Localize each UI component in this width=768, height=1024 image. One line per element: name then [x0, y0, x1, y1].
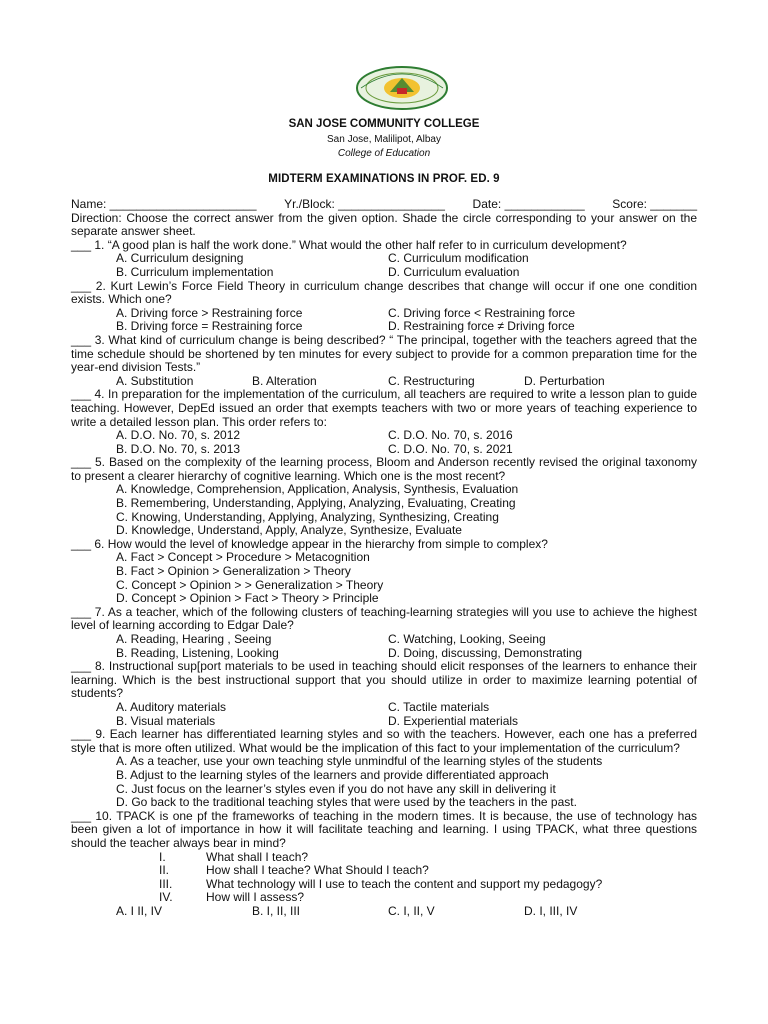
- option: D. Restraining force ≠ Driving force: [388, 319, 575, 334]
- question-4-options: [71, 443, 697, 457]
- option: C. I, II, V: [388, 903, 435, 918]
- date-field[interactable]: Date: ____________: [472, 197, 585, 211]
- question-1-options: [71, 266, 697, 280]
- college-address: San Jose, Malilipot, Albay: [327, 134, 441, 145]
- option: C. Restructuring: [388, 373, 475, 388]
- question-1-stem: ___ 1. “A good plan is half the work done.” What would the other half refer to in curriculum development?: [71, 237, 627, 252]
- option: C. Just focus on the learner’s styles even if you do not have any skill in delivering it: [116, 781, 556, 796]
- option: A. Curriculum designing: [116, 251, 244, 266]
- roman-text: What technology will I use to teach the content and support my pedagogy?: [206, 876, 603, 891]
- option: B. Alteration: [252, 373, 317, 388]
- question-5-stem: ___ 5. Based on the complexity of the learning process, Bloom and Anderson recently revised the original taxonomy to present a clearer hierarchy of cognitive learning. Which one is the most recent?: [71, 455, 697, 483]
- question-7-stem: ___ 7. As a teacher, which of the following clusters of teaching-learning strategies will you use to achieve the highest level of learning according to Edgar Dale?: [71, 604, 697, 633]
- question-2-stem: ___ 2. Kurt Lewin’s Force Field Theory in curriculum change describes that change will occur if one one condition exists. Which one?: [71, 278, 697, 307]
- question-10-stem: ___ 10. TPACK is one pf the frameworks of teaching in the modern times. It is because, the use of technology has been given a lot of importance in how it will facilitate teaching and learning. I using TPACK, what three questions should the teacher always bear in mind?: [71, 808, 697, 850]
- option: A. Knowledge, Comprehension, Application, Analysis, Synthesis, Evaluation: [116, 482, 519, 497]
- question-2-options: [71, 320, 697, 334]
- option: C. Tactile materials: [388, 699, 490, 714]
- option: B. Reading, Listening, Looking: [116, 645, 279, 660]
- question-7-options: [71, 633, 697, 647]
- roman-item: [71, 891, 697, 905]
- option: A. Driving force > Restraining force: [116, 305, 303, 320]
- roman-item: [71, 878, 697, 892]
- option: C. Curriculum modification: [388, 251, 529, 266]
- option: A. Auditory materials: [116, 699, 227, 714]
- option: A. Reading, Hearing , Seeing: [116, 632, 272, 646]
- question-4-options: [71, 429, 697, 443]
- question-8-options: [71, 701, 697, 715]
- option: D. Curriculum evaluation: [388, 264, 520, 279]
- option: C. D.O. No. 70, s. 2016: [388, 428, 513, 443]
- yr-block-field[interactable]: Yr./Block: ________________: [284, 197, 445, 211]
- option: D. I, III, IV: [524, 903, 578, 918]
- exam-body: [71, 198, 697, 918]
- question-3-stem: ___ 3. What kind of curriculum change is being described? “ The principal, together with the teachers agreed that the time schedule should be shortened by ten minutes for every subject to provide for a common preparation time for the year-end division Tests.”: [71, 332, 697, 375]
- question-10-options: [71, 905, 697, 919]
- option: B. Driving force = Restraining force: [116, 319, 303, 334]
- exam-title: MIDTERM EXAMINATIONS IN PROF. ED. 9: [268, 173, 500, 185]
- question-3-options: [71, 375, 697, 389]
- question-2-options: [71, 307, 697, 321]
- option: A. I II, IV: [116, 903, 163, 918]
- roman-text: How will I assess?: [206, 890, 305, 905]
- option: B. Visual materials: [116, 713, 216, 728]
- option: A. Substitution: [116, 373, 194, 388]
- college-department: College of Education: [337, 148, 431, 159]
- option: C. Driving force < Restraining force: [388, 305, 576, 320]
- option: C. Watching, Looking, Seeing: [388, 632, 546, 646]
- option: A. D.O. No. 70, s. 2012: [116, 428, 241, 443]
- question-1-options: [71, 252, 697, 266]
- option: B. Fact > Opinion > Generalization > Theory: [116, 564, 351, 579]
- roman-item: [71, 851, 697, 865]
- option: B. Remembering, Understanding, Applying, Analyzing, Evaluating, Creating: [116, 496, 516, 511]
- roman-item: [71, 864, 697, 878]
- option: A. Fact > Concept > Procedure > Metacognition: [116, 550, 370, 565]
- college-seal-icon: [355, 66, 449, 110]
- score-field[interactable]: Score: _______: [612, 197, 697, 211]
- roman-numeral: IV.: [159, 890, 173, 905]
- question-7-options: [71, 647, 697, 661]
- option: D. Doing, discussing, Demonstrating: [388, 645, 583, 660]
- option: D. Concept > Opinion > Fact > Theory > Principle: [116, 591, 379, 606]
- option: D. Experiential materials: [388, 713, 519, 728]
- question-4-stem: ___ 4. In preparation for the implementation of the curriculum, all teachers are required to write a lesson plan to guide teaching. However, DepEd issued an order that exempts teachers with two or more years of teaching experience to write a detailed lesson plan. This order refers to:: [71, 387, 697, 429]
- option: C. Concept > Opinion > > Generalization > Theory: [116, 577, 384, 592]
- option: A. As a teacher, use your own teaching style unmindful of the learning styles of the students: [116, 754, 603, 769]
- roman-text: How shall I teache? What Should I teach?: [206, 863, 429, 878]
- direction: Direction: Choose the correct answer from the given option. Shade the circle corresponding to your answer on the separate answer sheet.: [71, 210, 697, 239]
- option: B. I, II, III: [252, 903, 301, 918]
- name-field[interactable]: Name: ______________________: [71, 197, 257, 211]
- option: D. Perturbation: [524, 373, 605, 388]
- option: C. Knowing, Understanding, Applying, Analyzing, Synthesizing, Creating: [116, 509, 499, 524]
- option: B. D.O. No. 70, s. 2013: [116, 441, 241, 456]
- roman-numeral: III.: [159, 876, 173, 891]
- question-6-stem: ___ 6. How would the level of knowledge appear in the hierarchy from simple to complex?: [71, 536, 548, 551]
- option: B. Curriculum implementation: [116, 264, 274, 279]
- roman-numeral: I.: [159, 849, 166, 864]
- question-8-options: [71, 715, 697, 729]
- roman-text: What shall I teach?: [206, 849, 309, 864]
- option: C. D.O. No. 70, s. 2021: [388, 441, 513, 456]
- header-fields: [71, 198, 697, 212]
- option: D. Go back to the traditional teaching styles that were used by the teachers in the past.: [116, 795, 577, 810]
- roman-numeral: II.: [159, 863, 170, 878]
- option: B. Adjust to the learning styles of the learners and provide differentiated approach: [116, 767, 549, 782]
- option: D. Knowledge, Understand, Apply, Analyze, Synthesize, Evaluate: [116, 523, 462, 538]
- question-9-stem: ___ 9. Each learner has differentiated learning styles and so with the teachers. However, each one has a preferred style that is more often utilized. What would be the implication of this fact to your implementation of the curriculum?: [71, 727, 697, 755]
- college-name: SAN JOSE COMMUNITY COLLEGE: [288, 118, 480, 130]
- question-8-stem: ___ 8. Instructional sup[port materials to be used in teaching should elicit responses of the learners to enhance their learning. Which is the best instructional support that you should utilize in order to maximize learning potential of students?: [71, 659, 697, 701]
